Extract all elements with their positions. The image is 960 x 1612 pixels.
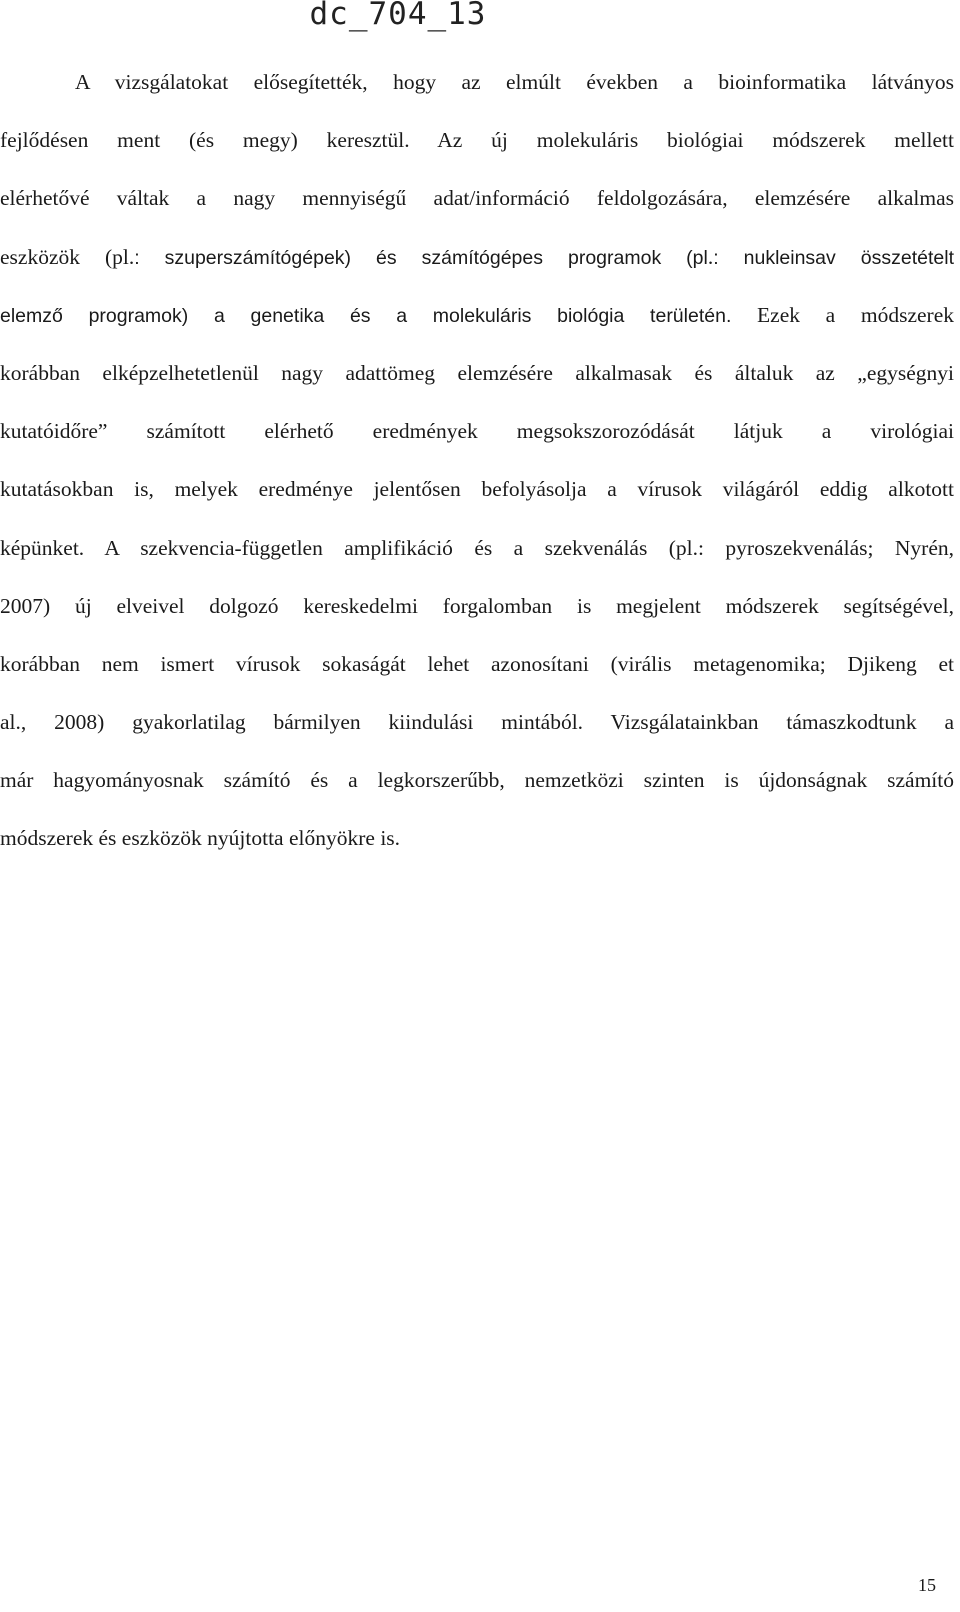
paragraph-line-6: korábban elképzelhetetlenül nagy adattömeg elemzésére alkalmasak és általuk az „egységnyi xyxy=(0,360,954,385)
paragraph-line-5 xyxy=(0,286,954,344)
main-paragraph xyxy=(0,53,954,868)
paragraph-line-3: elérhetővé váltak a nagy mennyiségű adat/információ feldolgozására, elemzésére alkalmas xyxy=(0,186,954,211)
paragraph-line-7: kutatóidőre” számított elérhető eredmények megsokszorozódását látjuk a virológiai xyxy=(0,419,954,444)
paragraph-line-5-serif-end: Ezek a módszerek xyxy=(731,302,954,327)
page-number: 15 xyxy=(918,1575,936,1595)
paragraph-line-4-serif-dot: . xyxy=(707,244,714,269)
paragraph-line-2: fejlődésen ment (és megy) keresztül. Az új molekuláris biológiai módszerek mellett xyxy=(0,128,954,153)
paragraph-line-11: korábban nem ismert vírusok sokaságát lehet azonosítani (virális metagenomika; Djikeng et xyxy=(0,651,954,676)
paragraph-line-4-sans-end: : nukleinsav összetételt xyxy=(713,246,954,269)
paragraph-line-4-serif-start: eszközök (pl. xyxy=(0,244,135,269)
paragraph-line-13: már hagyományosnak számító és a legkorszerűbb, nemzetközi szinten is újdonságnak számító xyxy=(0,768,954,793)
paragraph-line-12: al., 2008) gyakorlatilag bármilyen kiindulási mintából. Vizsgálatainkban támaszkodtunk a xyxy=(0,710,954,735)
document-id-header: dc_704_13 xyxy=(309,0,487,32)
paragraph-line-4 xyxy=(0,228,954,286)
paragraph-line-9: képünket. A szekvencia-független amplifikáció és a szekvenálás (pl.: pyroszekvenálás; Nyrén, xyxy=(0,535,954,560)
paragraph-line-14: módszerek és eszközök nyújtotta előnyökre is. xyxy=(0,826,401,851)
paragraph-line-4-sans-middle: : szuperszámítógépek) és számítógépes programok (pl xyxy=(134,246,708,269)
paragraph-line-8: kutatásokban is, melyek eredménye jelentősen befolyásolja a vírusok világáról eddig alkotott xyxy=(0,477,954,502)
paragraph-line-10: 2007) új elveivel dolgozó kereskedelmi forgalomban is megjelent módszerek segítségével, xyxy=(0,593,954,618)
paragraph-line-1: A vizsgálatokat elősegítették, hogy az elmúlt években a bioinformatika látványos xyxy=(75,70,954,94)
paragraph-line-5-sans-start: elemző programok) a genetika és a molekuláris biológia területén. xyxy=(0,304,732,327)
